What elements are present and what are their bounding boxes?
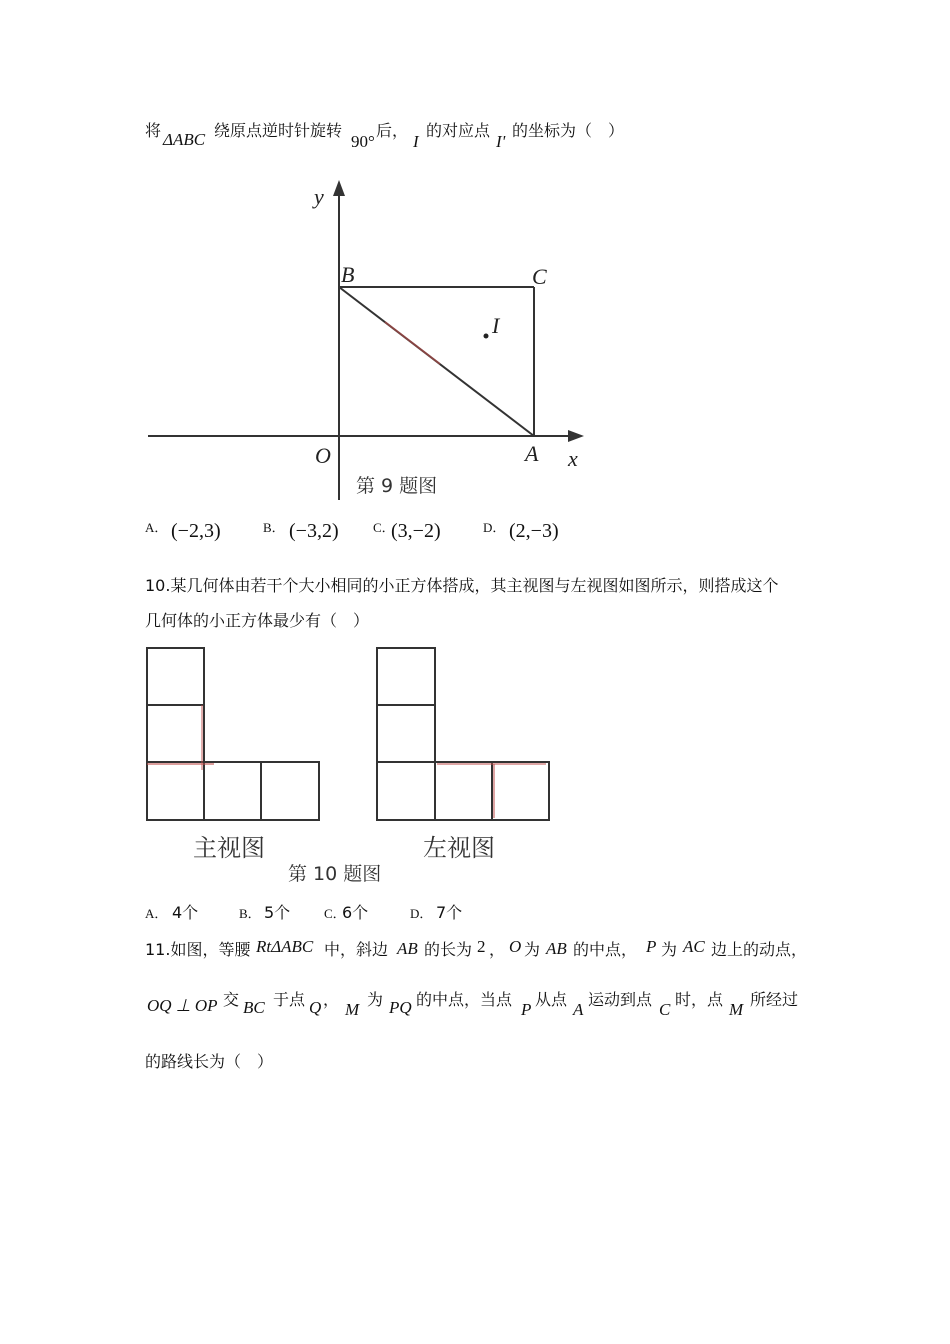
- q10-option-c-value: 6个: [342, 903, 369, 922]
- q11-l2-n: 运动到点: [588, 990, 653, 1009]
- q11-l2-i: PQ: [389, 998, 412, 1017]
- q10-figure: [0, 630, 950, 890]
- label-origin: O: [315, 443, 331, 468]
- q11-l2-r: 所经过: [750, 990, 799, 1009]
- x-axis-arrow-icon: [568, 430, 584, 442]
- q10-option-c-letter: C．: [324, 906, 346, 921]
- q9-text-5: 的坐标为（ ）: [512, 121, 625, 140]
- q11-l1-f: 2: [477, 937, 486, 956]
- q11-l2-b: 交: [223, 990, 240, 1009]
- q9-option-a-value: (−2,3): [171, 520, 221, 542]
- q10-option-a-letter: A．: [145, 906, 168, 921]
- label-y: y: [314, 184, 324, 209]
- q11-l1-k: 的中点，: [573, 940, 638, 959]
- left-view: [377, 648, 549, 820]
- front-cube-bottom-1: [147, 762, 204, 820]
- left-cube-top: [377, 648, 435, 705]
- front-cube-top: [147, 648, 204, 705]
- q11-l1-n: AC: [683, 937, 705, 956]
- q9-option-d-letter: D．: [483, 520, 506, 535]
- q9-option-d-value: (2,−3): [509, 520, 559, 542]
- q11-l2-c: BC: [243, 998, 265, 1017]
- q11-l1-g: ，: [489, 940, 506, 959]
- q11-l2-o: C: [659, 1000, 671, 1019]
- q11-l1-d: AB: [397, 939, 418, 958]
- q9-point-i-prime: I': [496, 132, 506, 151]
- q9-text-2: 绕原点逆时针旋转: [214, 121, 343, 140]
- q9-option-c-value: (3,−2): [391, 520, 441, 542]
- q11-l1-h: O: [509, 937, 522, 956]
- q11-l1-i: 为: [524, 940, 541, 959]
- q9-option-b-value: (−3,2): [289, 520, 339, 542]
- q10-option-b-value: 5个: [264, 903, 291, 922]
- q11-l1-l: P: [646, 937, 657, 956]
- q11-l1-e: 的长为: [424, 940, 473, 959]
- q9-option-c-letter: C．: [373, 520, 395, 535]
- front-view: [147, 648, 319, 820]
- q11-line-3: 的路线长为（ ）: [145, 1052, 274, 1071]
- front-cube-bottom-2: [204, 762, 261, 820]
- left-cube-bottom-2: [435, 762, 492, 820]
- q11-l2-m: A: [573, 1000, 584, 1019]
- q11-l1-j: AB: [546, 939, 567, 958]
- q11-l1-a: 11.如图，等腰: [145, 940, 251, 959]
- q9-text-1: 将: [145, 121, 162, 140]
- q11-l1-b: RtΔABC: [256, 937, 314, 956]
- q10-option-d-letter: D．: [410, 906, 433, 921]
- q11-l2-a: OQ ⊥ OP: [147, 996, 218, 1015]
- point-i-dot: [484, 334, 489, 339]
- label-c: C: [532, 264, 547, 289]
- q9-triangle: ΔABC: [163, 130, 206, 149]
- q11-l1-o: 边上的动点，: [711, 940, 808, 959]
- front-cube-bottom-3: [261, 762, 319, 820]
- q10-option-b-letter: B．: [239, 906, 261, 921]
- left-cube-bottom-1: [377, 762, 435, 820]
- q11-l2-q: M: [729, 1000, 744, 1019]
- q9-figure: [0, 0, 950, 520]
- front-view-label: 主视图: [193, 834, 265, 862]
- q11-l1-c: 中，斜边: [324, 940, 389, 959]
- q11-l2-d: 于点: [273, 990, 306, 1009]
- q9-point-i: I: [413, 132, 419, 151]
- q11-l1-m: 为: [661, 940, 678, 959]
- q11-l2-g: M: [345, 1000, 360, 1019]
- q9-text-4: 的对应点: [426, 121, 491, 140]
- label-i: I: [492, 313, 500, 338]
- q11-l2-h: 为: [367, 990, 384, 1009]
- label-x: x: [568, 446, 578, 471]
- q10-option-a-value: 4个: [172, 903, 199, 922]
- q10-line-1: 10.某几何体由若干个大小相同的小正方体搭成，其主视图与左视图如图所示，则搭成这个: [145, 576, 779, 595]
- front-cube-mid: [147, 705, 204, 762]
- left-cube-mid: [377, 705, 435, 762]
- q10-figure-caption: 第 10 题图: [288, 863, 382, 885]
- q10-line-2: 几何体的小正方体最少有（ ）: [145, 611, 370, 630]
- label-a: A: [525, 441, 539, 466]
- q11-l2-k: P: [521, 1000, 532, 1019]
- q11-l2-j: 的中点，当点: [416, 990, 513, 1009]
- q11-l2-f: ，: [323, 990, 340, 1009]
- red-mark: [385, 322, 440, 364]
- q11-l2-l: 从点: [535, 990, 568, 1009]
- y-axis-arrow-icon: [333, 180, 345, 196]
- left-view-label: 左视图: [423, 834, 495, 862]
- q9-option-b-letter: B．: [263, 520, 285, 535]
- q9-degree: 90°: [351, 132, 375, 151]
- q11-l2-e: Q: [309, 998, 322, 1017]
- q11-l2-p: 时，点: [675, 990, 724, 1009]
- q9-text-3: 后，: [376, 121, 409, 140]
- left-cube-bottom-3: [492, 762, 549, 820]
- label-b: B: [341, 262, 355, 287]
- q9-option-a-letter: A．: [145, 520, 168, 535]
- q9-figure-caption: 第 9 题图: [356, 475, 438, 497]
- q10-option-d-value: 7个: [436, 903, 463, 922]
